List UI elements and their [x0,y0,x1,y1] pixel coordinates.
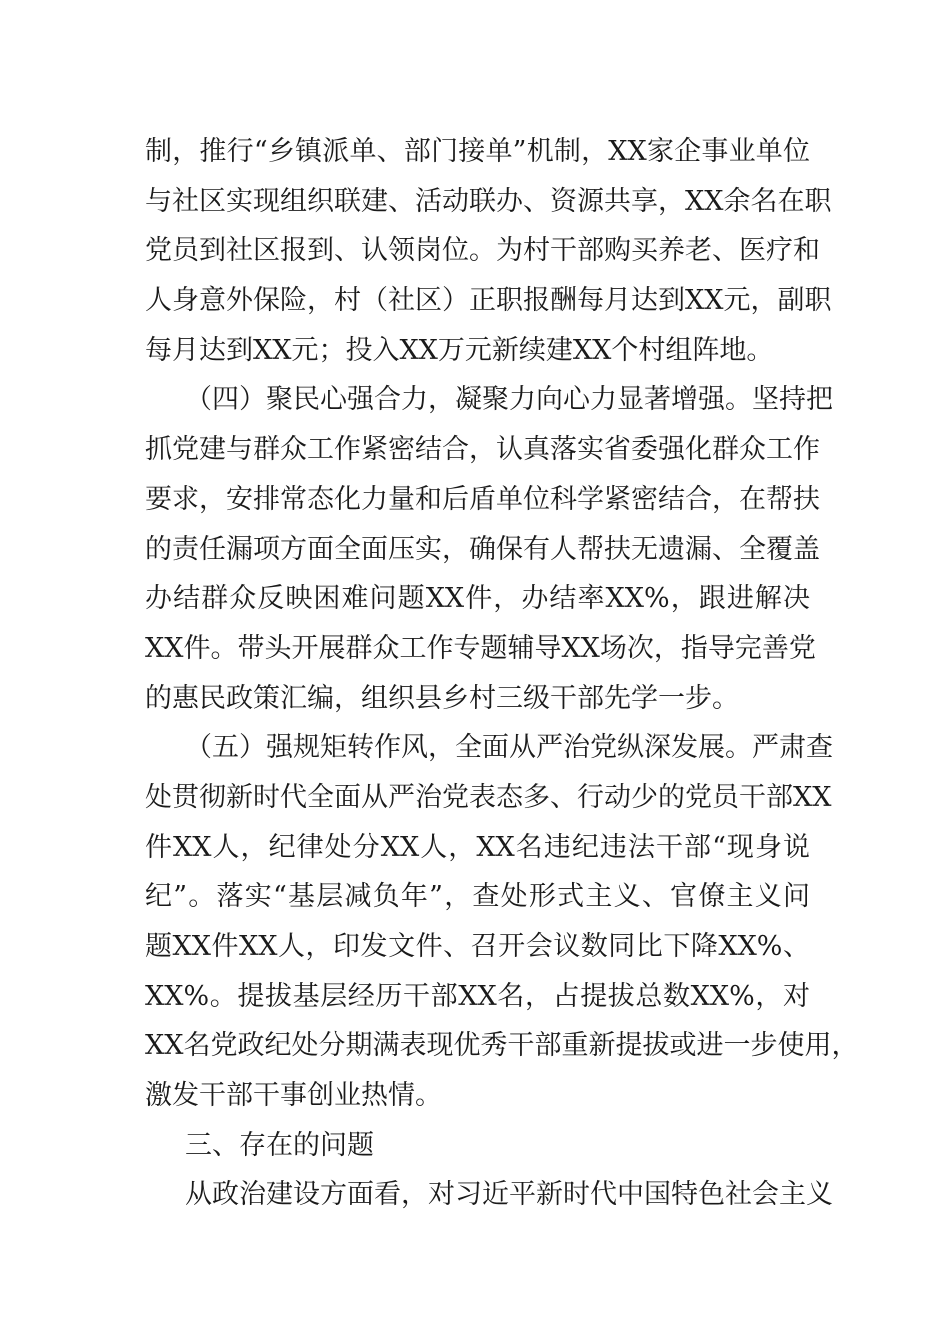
text-line: （四）聚民心强合力，凝聚力向心力显著增强。坚持把 [185,384,833,416]
heading-line: 三、存在的问题 [185,1129,374,1161]
text-line: 与社区实现组织联建、活动联办、资源共享，XX余名在职 [145,185,832,217]
text-line: 从政治建设方面看，对习近平新时代中国特色社会主义 [185,1179,833,1211]
text-line: 抓党建与群众工作紧密结合，认真落实省委强化群众工作 [145,434,820,466]
section-heading-problems [145,1121,810,1171]
paragraph-intro-continuation [145,127,832,375]
document-body [145,127,859,1220]
text-line: XX%。提拔基层经历干部XX名，占提拔总数XX%，对 [145,980,810,1012]
text-line: 办结群众反映困难问题XX件，办结率XX%，跟进解决 [145,583,810,615]
paragraph-section-5 [145,723,859,1121]
text-line: 每月达到XX元；投入XX万元新续建XX个村组阵地。 [145,334,774,366]
text-line: 题XX件XX人，印发文件、召开会议数同比下降XX%、 [145,931,810,962]
text-line: 党员到社区报到、认领岗位。为村干部购买养老、医疗和 [145,235,820,267]
text-line: 处贯彻新时代全面从严治党表态多、行动少的党员干部XX [145,781,832,813]
text-line: 件XX人，纪律处分XX人，XX名违纪违法干部“现身说 [145,831,810,863]
text-line: 的惠民政策汇编，组织县乡村三级干部先学一步。 [145,682,739,714]
text-line: 的责任漏项方面全面压实，确保有人帮扶无遗漏、全覆盖 [145,533,820,565]
text-line: 要求，安排常态化力量和后盾单位科学紧密结合，在帮扶 [145,483,820,515]
text-line: 纪”。落实“基层减负年”，查处形式主义、官僚主义问 [145,881,810,913]
text-line: XX名党政纪处分期满表现优秀干部重新提拔或进一步使用， [145,1030,859,1062]
text-line: 激发干部干事创业热情。 [145,1080,442,1112]
text-line: XX件。带头开展群众工作专题辅导XX场次，指导完善党 [145,632,816,664]
text-line: （五）强规矩转作风，全面从严治党纵深发展。严肃查 [185,732,833,764]
paragraph-section-4 [145,375,833,723]
text-line: 制，推行“乡镇派单、部门接单”机制，XX家企事业单位 [145,136,810,167]
text-line: 人身意外保险，村（社区）正职报酬每月达到XX元，副职 [145,285,832,317]
paragraph-section-3-start [145,1170,833,1220]
